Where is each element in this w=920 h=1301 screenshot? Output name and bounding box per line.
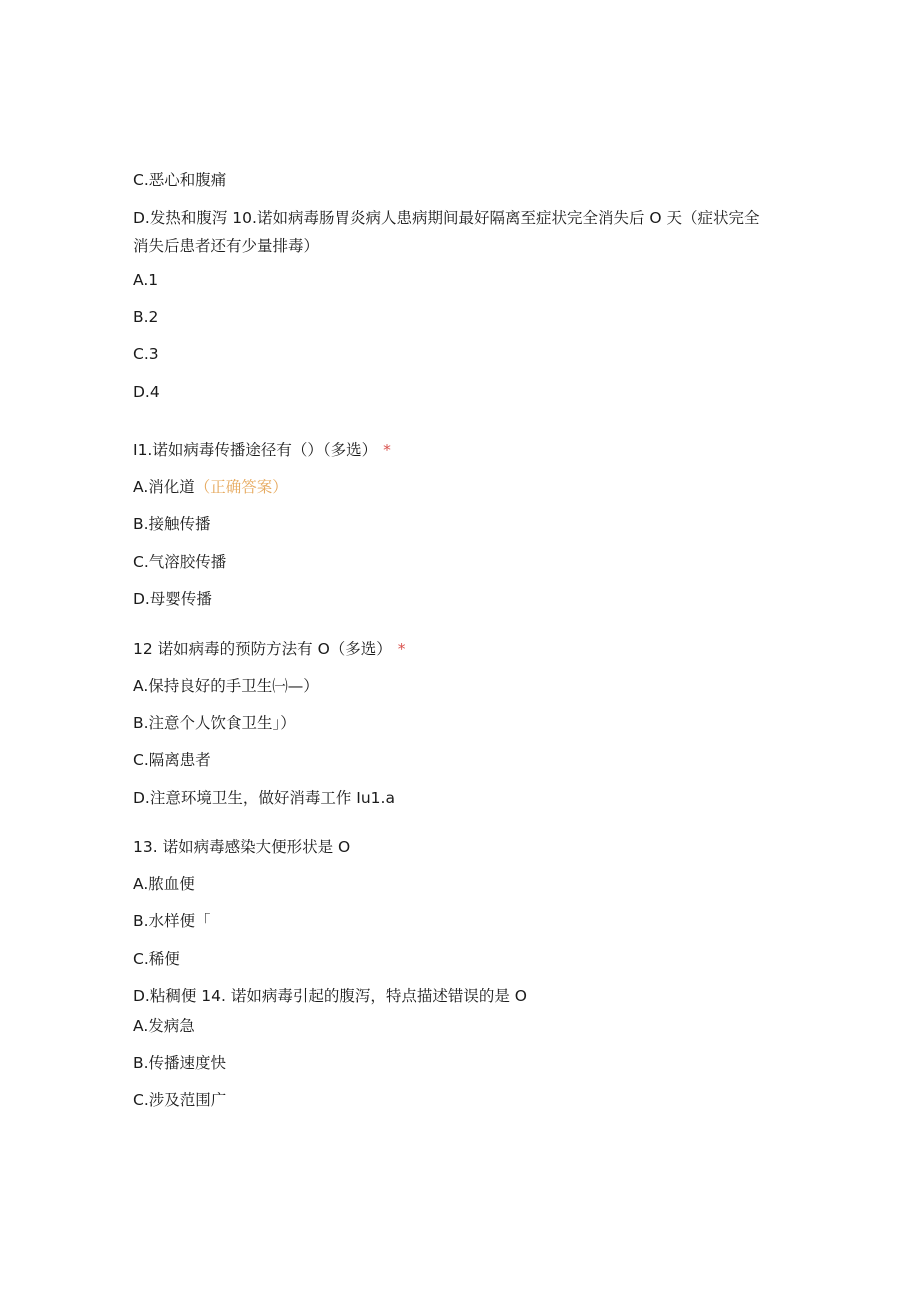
option-b-q10: B.2	[133, 308, 159, 326]
option-a-q11	[133, 477, 288, 497]
option-c-q14: C.涉及范围广	[133, 1091, 227, 1109]
option-d-q13-and-question-14: D.粘稠便 14. 诺如病毒引起的腹泻，特点描述错误的是 O	[133, 987, 527, 1005]
correct-answer-label: （正确答案）	[194, 478, 288, 496]
option-a-q14: A.发病急	[133, 1017, 195, 1035]
required-star: *	[383, 441, 391, 459]
option-b-q14: B.传播速度快	[133, 1054, 227, 1072]
option-d-q12: D.注意环境卫生，做好消毒工作 Iu1.a	[133, 789, 395, 807]
option-b-q13: B.水样便「	[133, 912, 211, 930]
required-star: *	[397, 640, 406, 658]
option-a-q12: A.保持良好的手卫生㈠—）	[133, 677, 319, 695]
option-d-q11: D.母婴传播	[133, 590, 212, 608]
option-c-q11: C.气溶胶传播	[133, 553, 227, 571]
option-a-q10: A.1	[133, 271, 159, 289]
question-12	[133, 639, 406, 659]
question-12-text: 12 诺如病毒的预防方法有 O（多选）	[133, 640, 392, 658]
question-11-text: I1.诺如病毒传播途径有（）（多选）	[133, 441, 378, 459]
option-b-q11: B.接触传播	[133, 515, 211, 533]
option-d-q10: D.4	[133, 383, 160, 401]
option-c-q13: C.稀便	[133, 950, 180, 968]
option-c-q9: C.恶心和腹痛	[133, 171, 227, 189]
question-13: 13. 诺如病毒感染大便形状是 O	[133, 838, 351, 856]
option-b-q12: B.注意个人饮食卫生」）	[133, 714, 296, 732]
option-d-q9-and-question-10: D.发热和腹泻 10.诺如病毒肠胃炎病人患病期间最好隔离至症状完全消失后 O 天（症状完全消失后患者还有少量排毒）	[133, 209, 760, 255]
option-a-q11-text: A.消化道	[133, 478, 195, 496]
option-c-q12: C.隔离患者	[133, 751, 211, 769]
question-11	[133, 440, 391, 460]
option-c-q10: C.3	[133, 345, 159, 363]
option-a-q13: A.脓血便	[133, 875, 195, 893]
